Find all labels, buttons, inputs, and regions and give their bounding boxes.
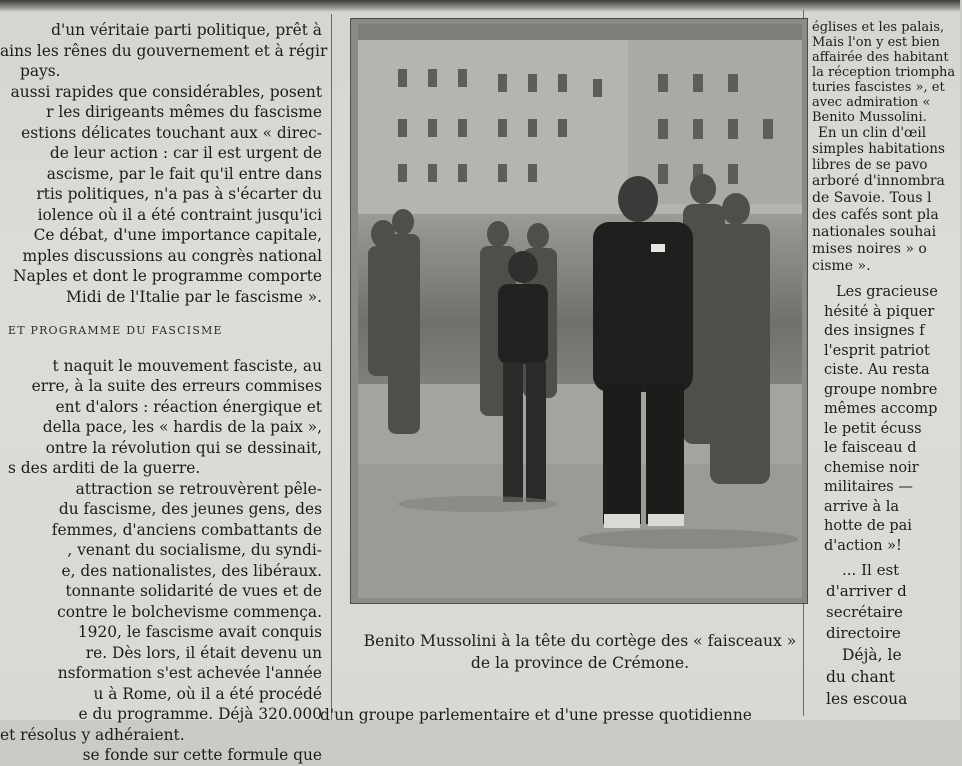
text-line: , venant du socialisme, du syndi-: [67, 541, 322, 559]
text-line: directoire: [826, 624, 901, 642]
text-line: simples habitations: [812, 141, 945, 157]
text-line: églises et les palais,: [812, 20, 945, 35]
roofline: [358, 24, 802, 40]
text-line: ciste. Au resta: [824, 362, 930, 378]
text-line: della pace, les « hardis de la paix »,: [42, 418, 322, 436]
procession-photo: [358, 24, 802, 598]
text-line: mises noires » o: [812, 241, 927, 257]
text-line: le faisceau d: [824, 440, 917, 456]
text-line: le petit écuss: [824, 420, 922, 437]
text-line: femmes, d'anciens combattants de: [51, 520, 322, 539]
text-line: militaires —: [824, 479, 913, 495]
caption-line-2: de la province de Crémone.: [470, 654, 690, 672]
text-line: libres de se pavo: [812, 157, 928, 173]
text-line: Ce débat, d'une importance capitale,: [33, 226, 322, 244]
text-line: e, des nationalistes, des libéraux.: [61, 561, 322, 580]
text-line: ontre la révolution qui se dessinait,: [45, 438, 322, 457]
text-line: d'arriver d: [826, 582, 907, 600]
shadow: [398, 496, 558, 512]
text-line: s des arditi de la guerre.: [8, 459, 201, 477]
text-line: d'un véritaie parti politique, prêt à: [51, 21, 322, 39]
text-line: arboré d'innombra: [812, 173, 945, 189]
procession-photo-drawing: [358, 24, 802, 598]
text-line: ains les rênes du gouvernement et à régir: [0, 41, 328, 60]
text-line: des cafés sont pla: [812, 207, 939, 223]
text-line: arrive à la: [824, 498, 900, 515]
text-line: aussi rapides que considérables, posent: [10, 82, 322, 101]
bottom-text-line: d'un groupe parlementaire et d'une presse quotidienne: [320, 706, 752, 724]
text-line: mêmes accomp: [824, 401, 938, 417]
text-line: l'esprit patriot: [824, 342, 930, 359]
text-line: chemise noir: [824, 459, 919, 476]
text-line: u à Rome, où il a été procédé: [93, 684, 322, 703]
text-line: tonnante solidarité de vues et de: [65, 582, 322, 600]
caption-line-1: Benito Mussolini à la tête du cortège des « faisceaux »: [363, 632, 797, 650]
text-line: les escoua: [826, 690, 908, 708]
text-line: 1920, le fascisme avait conquis: [77, 623, 322, 641]
page-top-edge: [0, 0, 960, 12]
text-line: contre le bolchevisme commença.: [57, 602, 322, 621]
text-line: groupe nombre: [824, 381, 938, 398]
text-line: rtis politiques, n'a pas à s'écarter du: [36, 185, 322, 203]
text-line: r les dirigeants mêmes du fascisme: [46, 103, 322, 121]
text-line: re. Dès lors, il était devenu un: [85, 643, 322, 662]
text-line: du chant: [826, 668, 895, 686]
text-line: attraction se retrouvèrent pêle-: [75, 479, 322, 498]
right-text-column: [812, 20, 962, 710]
text-line: nationales souhai: [812, 224, 937, 240]
text-line: la réception triompha: [812, 65, 956, 80]
building-right-wing: [628, 34, 802, 204]
text-line: mples discussions au congrès national: [22, 246, 322, 265]
text-line: ascisme, par le fait qu'il entre dans: [46, 164, 322, 183]
text-line: et résolus y adhéraient.: [0, 725, 185, 744]
text-line: Naples et dont le programme comporte: [13, 267, 322, 285]
shadow: [578, 529, 798, 549]
text-line: Déjà, le: [842, 646, 902, 664]
text-line: du fascisme, des jeunes gens, des: [58, 500, 322, 518]
text-line: ent d'alors : réaction énergique et: [55, 397, 322, 416]
text-line: Benito Mussolini.: [812, 110, 927, 125]
photo-caption: [330, 630, 830, 674]
text-line: t naquit le mouvement fasciste, au: [52, 356, 322, 375]
text-line: turies fascistes », et: [812, 80, 945, 95]
text-line: hotte de pai: [824, 518, 912, 534]
text-line: de leur action : car il est urgent de: [49, 144, 322, 162]
text-line: iolence où il a été contraint jusqu'ici: [37, 205, 322, 224]
text-line: En un clin d'œil: [818, 125, 927, 141]
text-line: ... Il est: [842, 561, 900, 579]
text-line: nsformation s'est achevée l'année: [57, 664, 322, 682]
text-line: affairée des habitant: [812, 50, 949, 65]
text-line: erre, à la suite des erreurs commises: [31, 377, 322, 395]
column-rule-left: [331, 14, 332, 720]
text-line: des insignes f: [824, 323, 925, 339]
text-line: se fonde sur cette formule que: [82, 746, 322, 764]
text-line: pays.: [20, 62, 61, 80]
text-line: Les gracieuse: [836, 284, 938, 300]
text-line: avec admiration «: [812, 95, 931, 110]
text-line: secrétaire: [826, 603, 903, 621]
text-line: e du programme. Déjà 320.000: [78, 705, 322, 723]
left-text-column: [0, 20, 328, 766]
section-heading: ET PROGRAMME DU FASCISME: [8, 324, 223, 337]
text-line: Midi de l'Italie par le fascisme ».: [66, 287, 322, 306]
text-line: hésité à piquer: [824, 303, 935, 320]
text-line: de Savoie. Tous l: [812, 190, 932, 206]
text-line: Mais l'on y est bien: [812, 35, 940, 50]
text-line: estions délicates touchant aux « direc-: [21, 123, 322, 142]
child-figure: [498, 251, 548, 502]
text-line: cisme ».: [812, 258, 871, 274]
text-line: d'action »!: [824, 537, 902, 554]
